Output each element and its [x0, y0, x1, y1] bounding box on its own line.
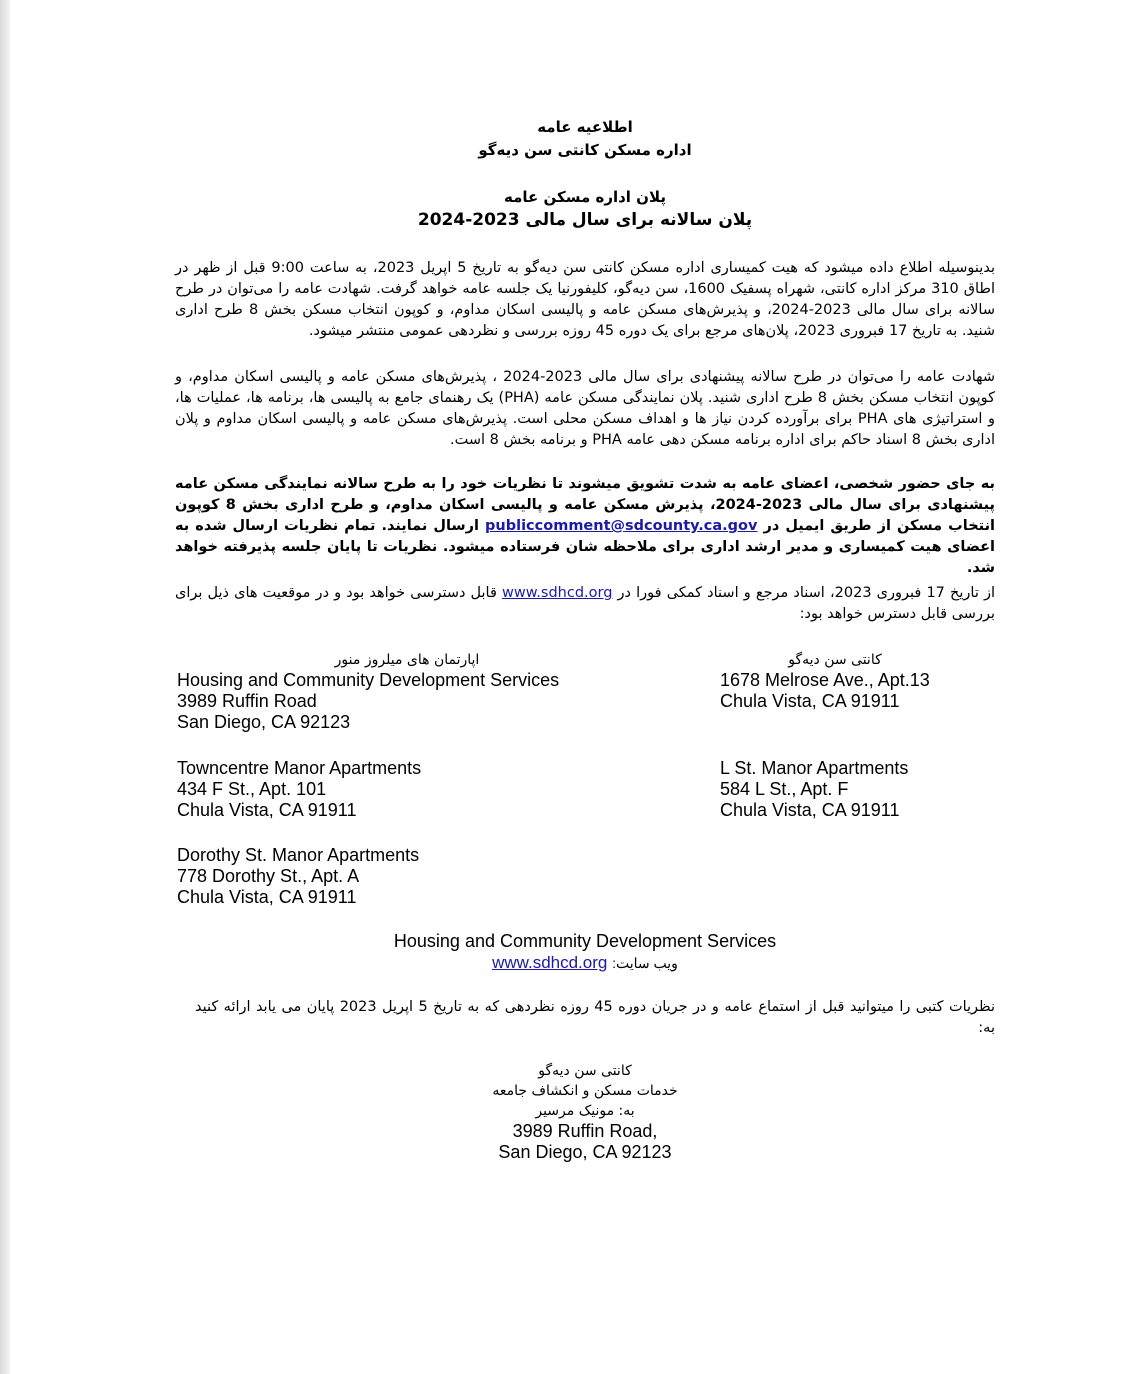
document-header	[175, 116, 995, 162]
mailing-address	[175, 1061, 995, 1163]
comment-text-after: ارسال نمایند. تمام نظریات ارسال شده به اعضای هیت کمیساری و مدیر ارشد اداری برای ملاحظه شان فرستاده میشود. نظریات تا پایان جلسه پذیرفته خواهد شد.	[175, 518, 995, 576]
paragraph-documents-availability	[175, 583, 995, 625]
footer-org-name: Housing and Community Development Services	[393, 931, 777, 951]
address-line: 1678 Melrose Ave., Apt.13	[720, 670, 930, 690]
address-line: Towncentre Manor Apartments	[177, 758, 422, 778]
location-label-melrose: اپارتمان های میلروز منور	[334, 652, 480, 668]
address-block-lst	[720, 758, 1000, 821]
footer-website-line	[175, 952, 995, 974]
email-link[interactable]: publiccomment@sdcounty.ca.gov	[485, 518, 758, 534]
address-block-towncentre	[177, 758, 597, 821]
address-line: 778 Dorothy St., Apt. A	[177, 866, 360, 886]
mailing-city: San Diego, CA 92123	[498, 1142, 672, 1162]
location-hcd	[177, 650, 597, 733]
address-block-melrose	[720, 670, 1000, 712]
header-title: اطلاعیه عامه	[537, 118, 633, 136]
location-label-county: کانتی سن دیه‌گو	[788, 652, 882, 668]
address-block-hcd	[177, 670, 597, 733]
plan-title: پلان اداره مسکن عامه	[504, 188, 666, 206]
address-block-dorothy	[177, 845, 597, 908]
paragraph-hearing-notice: بدینوسیله اطلاع داده میشود که هیت کمیساری اداره مسکن کانتی سن دیه‌گو به تاریخ 5 اپریل 2023، به ساعت 9:00 قبل از ظهر در اطاق 310 مرکز اداره کانتی، شهراه پسفیک 1600، سن دیه‌گو، کلیفورنیا یک جلسه عامه خواهد گرفت. شهادت عامه را می‌توان در طرح سالانه برای سال مالی 2023-2024، و پذیرش‌های مسکن عامه و پالیسی اسکان مداوم، و کوپون انتخاب مسکن بخش 8 طرح اداری شنید. به تاریخ 17 فبروری 2023، پلان‌های مرجع برای یک دوره 45 روزه بررسی و نظردهی عمومی منتشر میشود.	[175, 260, 995, 339]
plan-year-title: پلان سالانه برای سال مالی 2023-2024	[417, 210, 753, 230]
address-line: 584 L St., Apt. F	[720, 779, 849, 799]
mailing-street: 3989 Ruffin Road,	[512, 1121, 658, 1141]
paragraph-public-testimony: شهادت عامه را می‌توان در طرح سالانه پیشنهادی برای سال مالی 2023-2024 ، پذیرش‌های مسکن عامه و پالیسی اسکان مداوم، و کوپون انتخاب مسکن بخش 8 طرح اداری شنید. پلان نمایندگی مسکن عامه (PHA) یک رهنمای جامع به پالیسی ها، برنامه ها، عملیات ها، و استراتیژی های PHA برای برآورده کردن نیاز ها و اهداف مسکن محلی است. پذیرش‌های مسکن عامه و پالیسی اسکان مداوم و پلان اداری بخش 8 اسناد حاکم برای اداره برنامه مسکن دهی عامه PHA و برنامه بخش 8 است.	[175, 369, 995, 448]
availability-text-before: از تاریخ 17 فبروری 2023، اسناد مرجع و اسناد کمکی فورا در	[617, 585, 996, 601]
comment-text-before: به جای حضور شخصی، اعضای عامه به شدت تشویق میشوند تا نظریات خود را به طرح سالانه نمایندگی مسکن عامه پیشنهادی برای سال مالی 2023-2024، پذیرش مسکن عامه و پالیسی اسکان مداوم، و طرح اداری بخش 8 کوپون انتخاب مسکن از طریق ایمیل در	[175, 476, 995, 534]
paragraph-written-comments: نظریات کتبی را میتوانید قبل از استماع عامه و در جریان دوره 45 روزه نظردهی که به تاریخ 5 اپریل 2023 پایان می یابد ارائه کنید به:	[195, 999, 995, 1036]
location-melrose	[720, 650, 1000, 712]
address-line: Chula Vista, CA 91911	[720, 691, 900, 711]
address-line: Housing and Community Development Services	[177, 670, 560, 690]
website-label: ویب سایت:	[612, 955, 678, 971]
address-line: 434 F St., Apt. 101	[177, 779, 327, 799]
document-subheader	[175, 186, 995, 232]
address-line: Chula Vista, CA 91911	[177, 887, 357, 907]
address-line: 3989 Ruffin Road	[177, 691, 317, 711]
address-line: San Diego, CA 92123	[177, 712, 351, 732]
mailing-department: خدمات مسکن و انکشاف جامعه	[492, 1083, 678, 1099]
website-link[interactable]: www.sdhcd.org	[502, 585, 613, 601]
footer-organization	[175, 931, 995, 974]
address-line: L St. Manor Apartments	[720, 758, 909, 778]
page-edge-shadow	[0, 0, 10, 1374]
address-line: Chula Vista, CA 91911	[177, 800, 357, 820]
address-line: Dorothy St. Manor Apartments	[177, 845, 420, 865]
footer-website-link[interactable]: www.sdhcd.org	[492, 953, 608, 972]
paragraph-comment-submission	[175, 474, 995, 579]
address-line: Chula Vista, CA 91911	[720, 800, 900, 820]
mailing-county: کانتی سن دیه‌گو	[538, 1063, 632, 1079]
availability-text-after: قابل دسترسی خواهد بود و در موقعیت های ذیل برای بررسی قابل دسترس خواهد بود:	[175, 585, 995, 622]
mailing-attention: به: مونیک مرسیر	[535, 1103, 635, 1119]
header-agency: اداره مسکن کانتی سن دیه‌گو	[478, 141, 692, 159]
